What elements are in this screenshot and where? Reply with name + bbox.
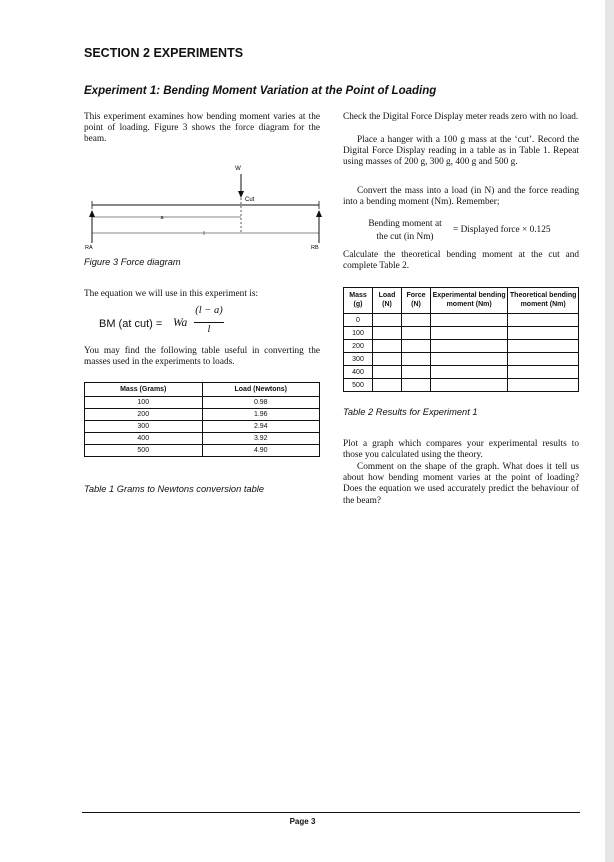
equation-lhs: BM (at cut) =: [99, 318, 163, 330]
table-row: 400 3.92: [85, 433, 320, 445]
page-number: Page 3: [289, 817, 316, 826]
table-row: 100: [344, 327, 579, 340]
table2-caption: Table 2 Results for Experiment 1: [343, 407, 478, 417]
right-paragraph-4: Calculate the theoretical bending moment at the cut and complete Table 2.: [343, 250, 579, 272]
reaction-b-head: [316, 210, 322, 217]
formula-right: = Displayed force × 0.125: [453, 225, 551, 235]
right-paragraph-3: Convert the mass into a load (in N) and the force reading into a bending moment (Nm). Remember;: [343, 186, 579, 208]
table-row: 0: [344, 314, 579, 327]
table-row: 400: [344, 366, 579, 379]
fraction-bar: [194, 322, 224, 323]
equation-intro: The equation we will use in this experiment is:: [84, 289, 259, 299]
right-paragraph-1: Check the Digital Force Display meter reads zero with no load.: [343, 112, 579, 122]
formula-left-line1: Bending moment at: [368, 219, 442, 229]
table-intro: You may find the following table useful in converting the masses used in the experiments to loads.: [84, 346, 320, 368]
table1-caption: Table 1 Grams to Newtons conversion table: [84, 484, 265, 494]
right-paragraph-5: Plot a graph which compares your experimental results to those you calculated using the theory.: [343, 439, 579, 461]
reaction-a-head: [89, 210, 95, 217]
table1-header-mass: Mass (Grams): [85, 383, 203, 397]
table2-header-mass: Mass (g): [344, 288, 373, 314]
table-row: 500 4.90: [85, 445, 320, 457]
a-label: a: [160, 215, 164, 221]
table2-header-experimental: Experimental bending moment (Nm): [431, 288, 508, 314]
rb-label: RB: [311, 245, 319, 251]
right-paragraph-2: Place a hanger with a 100 g mass at the ‘cut’. Record the Digital Force Display reading in a table as in Table 1. Repeat using masses of 200 g, 300 g, 400 g and 500 g.: [343, 135, 579, 168]
table2-header-load: Load (N): [373, 288, 402, 314]
equation-denominator: l: [207, 324, 211, 335]
page-edge-shadow: [605, 0, 614, 862]
conversion-table: [84, 382, 320, 457]
formula-left-line2: the cut (in Nm): [376, 232, 434, 242]
right-paragraph-6: Comment on the shape of the graph. What does it tell us about how bending moment varies at the point of loading? Does the equation we used accurately predict the behaviour of the beam?: [343, 462, 579, 506]
cut-label: Cut: [245, 197, 255, 203]
table2-header-force: Force (N): [402, 288, 431, 314]
table-row: 200: [344, 340, 579, 353]
table2-header-theoretical: Theoretical bending moment (Nm): [508, 288, 579, 314]
ra-label: RA: [85, 245, 93, 251]
w-label: W: [235, 166, 241, 172]
equation-numerator: (l − a): [195, 305, 223, 316]
figure-caption: Figure 3 Force diagram: [84, 257, 181, 267]
load-arrow-head: [238, 191, 244, 198]
equation-wa: Wa: [173, 317, 188, 329]
experiment-title: Experiment 1: Bending Moment Variation at the Point of Loading: [84, 85, 437, 97]
table1-header-load: Load (Newtons): [202, 383, 320, 397]
table-row: 300: [344, 353, 579, 366]
table-row: 200 1.96: [85, 409, 320, 421]
footer-rule: [82, 812, 580, 813]
table-row: 300 2.94: [85, 421, 320, 433]
intro-paragraph: This experiment examines how bending moment varies at the point of loading. Figure 3 shows the force diagram for the beam.: [84, 112, 320, 145]
force-diagram: [82, 160, 327, 252]
table-row: 100 0.98: [85, 397, 320, 409]
l-label: l: [203, 231, 205, 237]
table-row: 500: [344, 379, 579, 392]
section-title: SECTION 2 EXPERIMENTS: [84, 46, 244, 60]
results-table: [343, 287, 579, 392]
